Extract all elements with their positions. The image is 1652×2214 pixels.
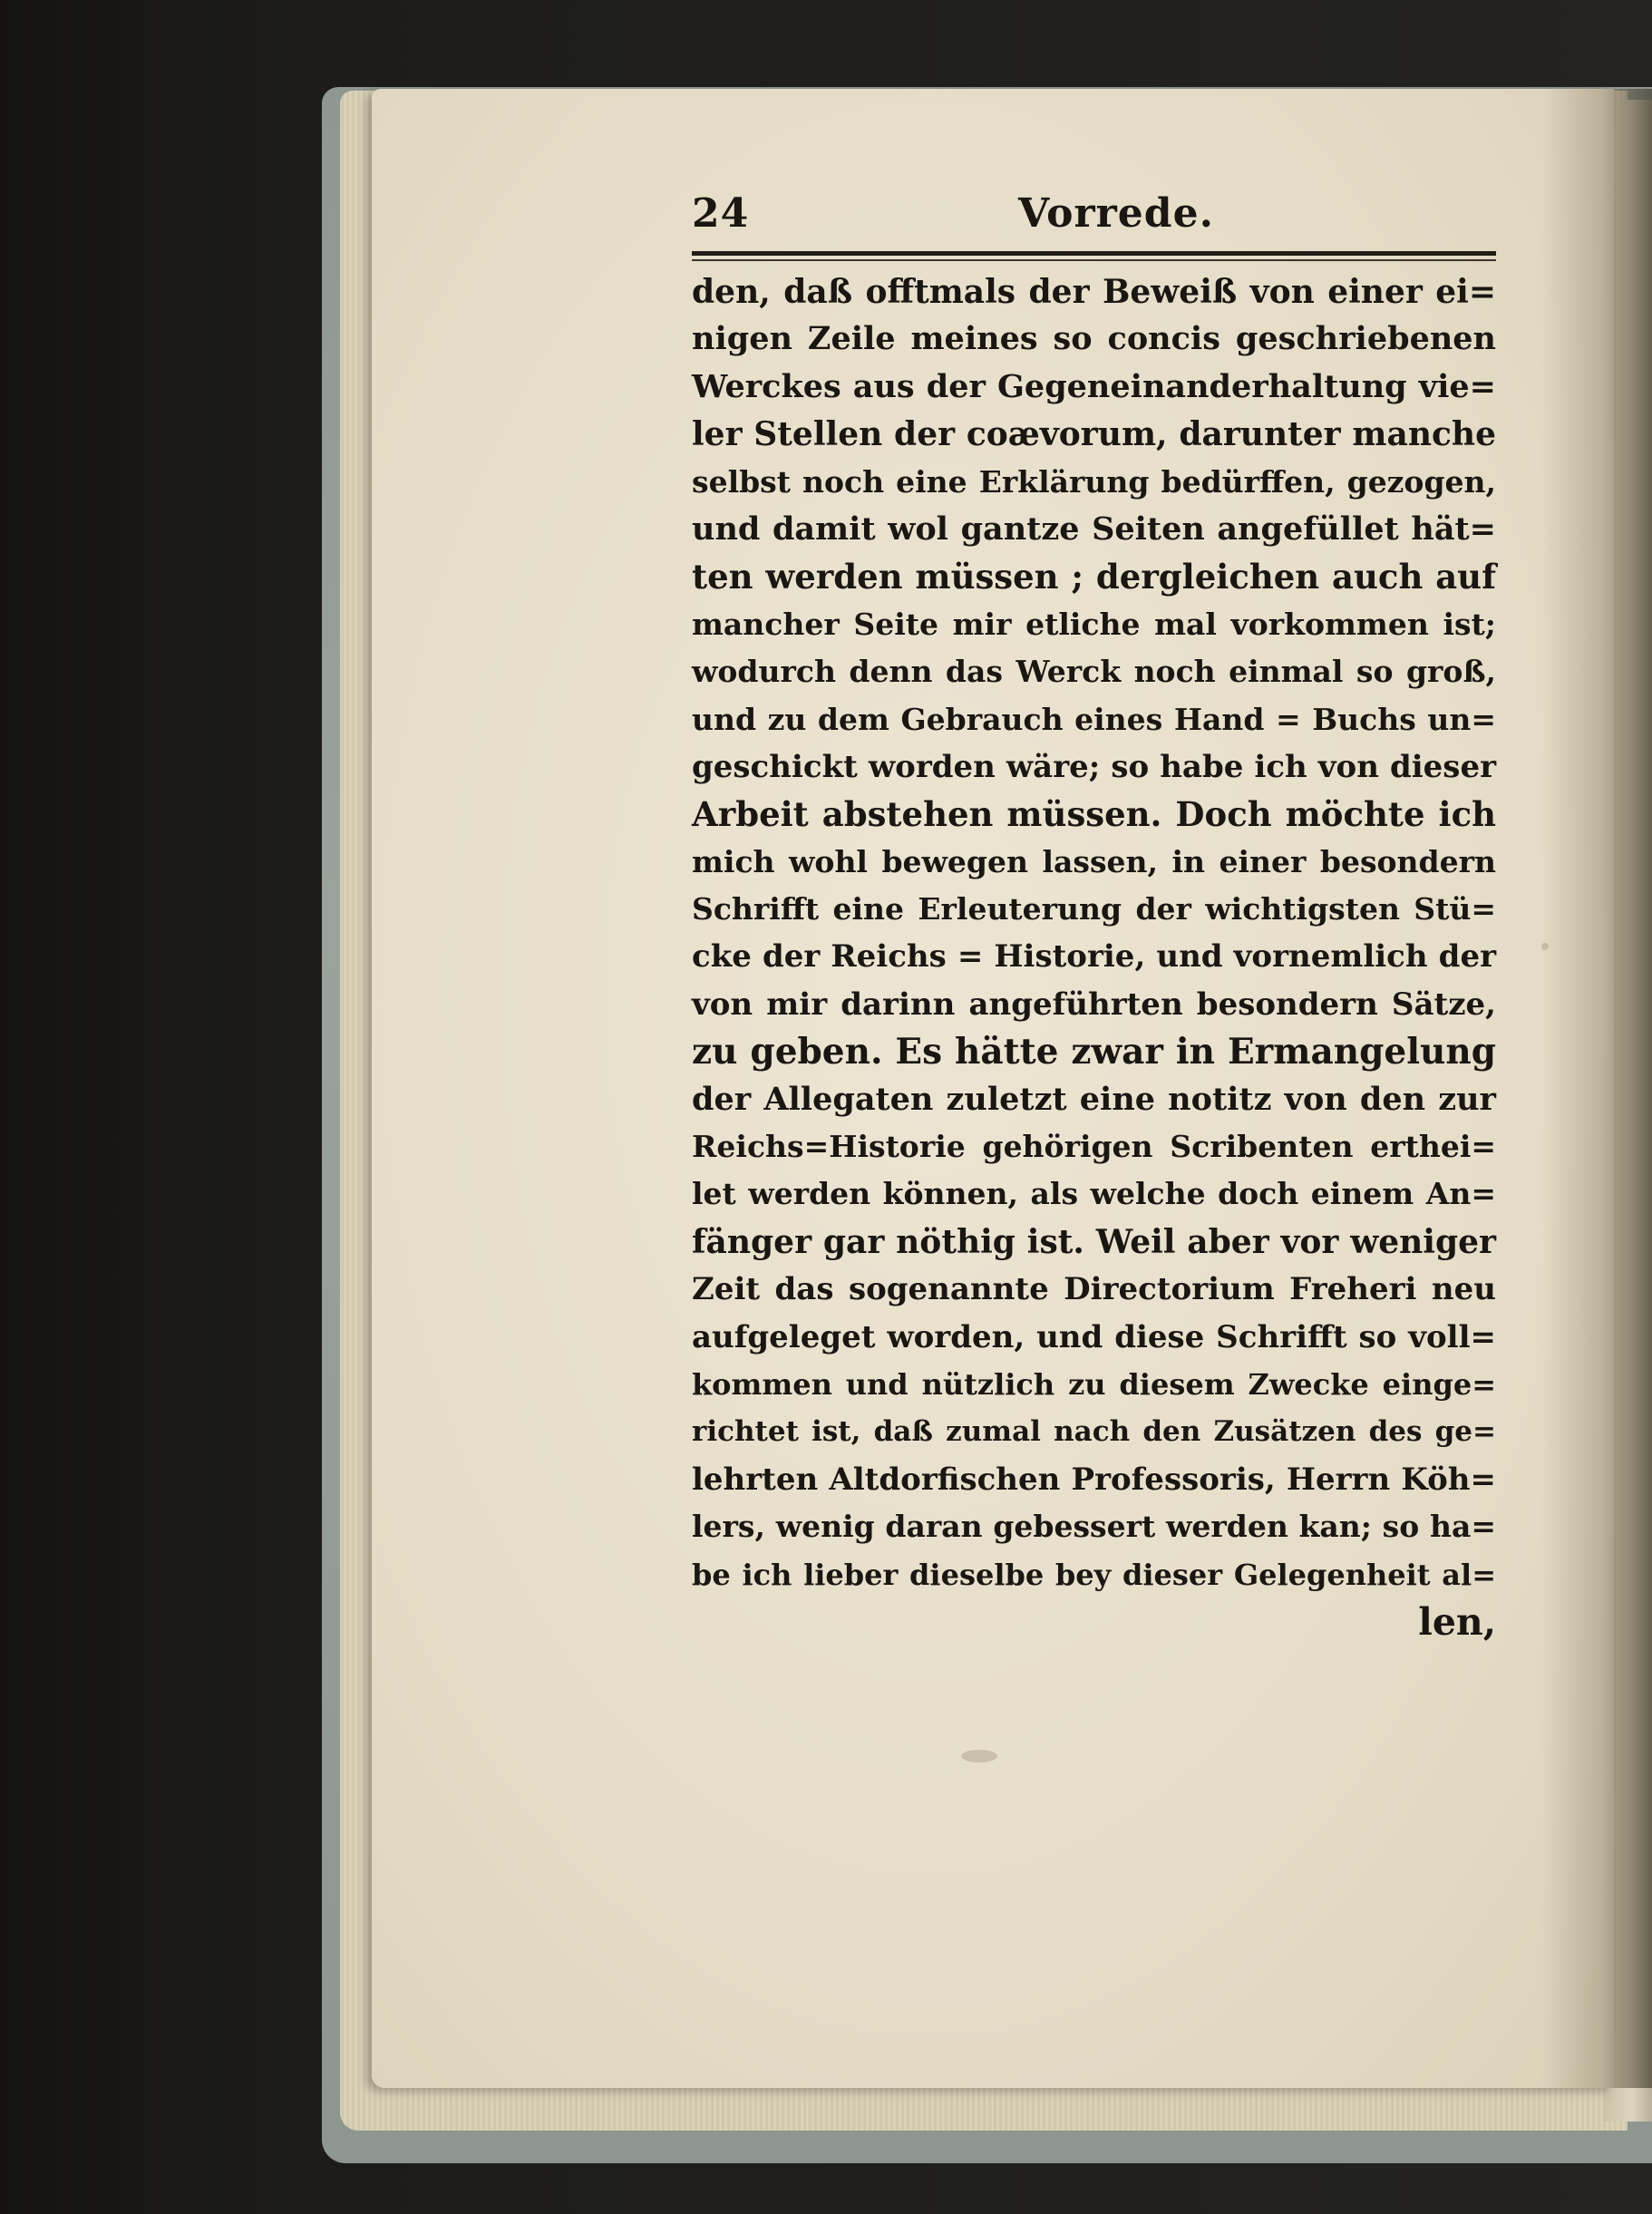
text-line: Schrifft eine Erleuterung der wichtigsten Stü= [692,891,1496,927]
text-line: den, daß offtmals der Beweiß von einer ei= [692,273,1496,311]
text-line: Arbeit abstehen müssen. Doch möchte ich [692,794,1496,835]
text-line: und damit wol gantze Seiten angefüllet hät= [692,510,1496,548]
catchword: len, [1418,1599,1496,1644]
paper-smudge [961,1750,997,1762]
gutter-shadow [1541,89,1652,2088]
text-line: aufgeleget worden, und diese Schrifft so voll= [692,1318,1496,1355]
text-line: Werckes aus der Gegeneinanderhaltung vie= [692,367,1496,405]
text-line: ten werden müssen ; dergleichen auch auf [692,557,1496,597]
text-line: zu geben. Es hätte zwar in Ermangelung [692,1031,1496,1073]
text-line: Reichs=Historie gehörigen Scribenten erthei= [692,1129,1496,1165]
text-line: selbst noch eine Erklärung bedürffen, gezogen, [692,463,1496,500]
text-line: und zu dem Gebrauch eines Hand = Buchs un= [692,701,1496,737]
text-line: ler Stellen der coævorum, darunter manche [692,415,1496,454]
paper-smudge [1541,943,1549,950]
text-line: nigen Zeile meines so concis geschriebenen [692,320,1496,358]
text-line: geschickt worden wäre; so habe ich von dieser [692,748,1496,785]
text-line: richtet ist, daß zumal nach den Zusätzen des ge= [692,1415,1496,1449]
text-line: der Allegaten zuletzt eine notitz von den zur [692,1080,1496,1118]
text-line: Zeit das sogenannte Directorium Freheri neu [692,1271,1496,1308]
text-line: let werden können, als welche doch einem An= [692,1176,1496,1212]
body-text [692,268,1496,1646]
text-line: cke der Reichs = Historie, und vornemlich der [692,938,1496,976]
text-line: lehrten Altdorfischen Professoris, Herrn Köh= [692,1461,1496,1498]
text-line: von mir darinn angeführten besondern Sätze, [692,986,1496,1023]
text-line: fänger gar nöthig ist. Weil aber vor weniger [692,1222,1496,1261]
text-line: mich wohl bewegen lassen, in einer besondern [692,843,1496,879]
running-head [692,190,1496,245]
text-line: be ich lieber dieselbe bey dieser Gelegenheit al= [692,1557,1496,1592]
page-number: 24 [692,190,750,237]
text-line: wodurch denn das Werck noch einmal so groß, [692,654,1496,690]
header-rule [692,251,1496,256]
text-line: lers, wenig daran gebessert werden kan; so ha= [692,1509,1496,1545]
running-head-title: Vorrede. [1018,190,1214,237]
text-line: kommen und nützlich zu diesem Zwecke einge= [692,1366,1496,1402]
text-line: mancher Seite mir etliche mal vorkommen ist; [692,606,1496,642]
header-rule-thin [692,259,1496,261]
